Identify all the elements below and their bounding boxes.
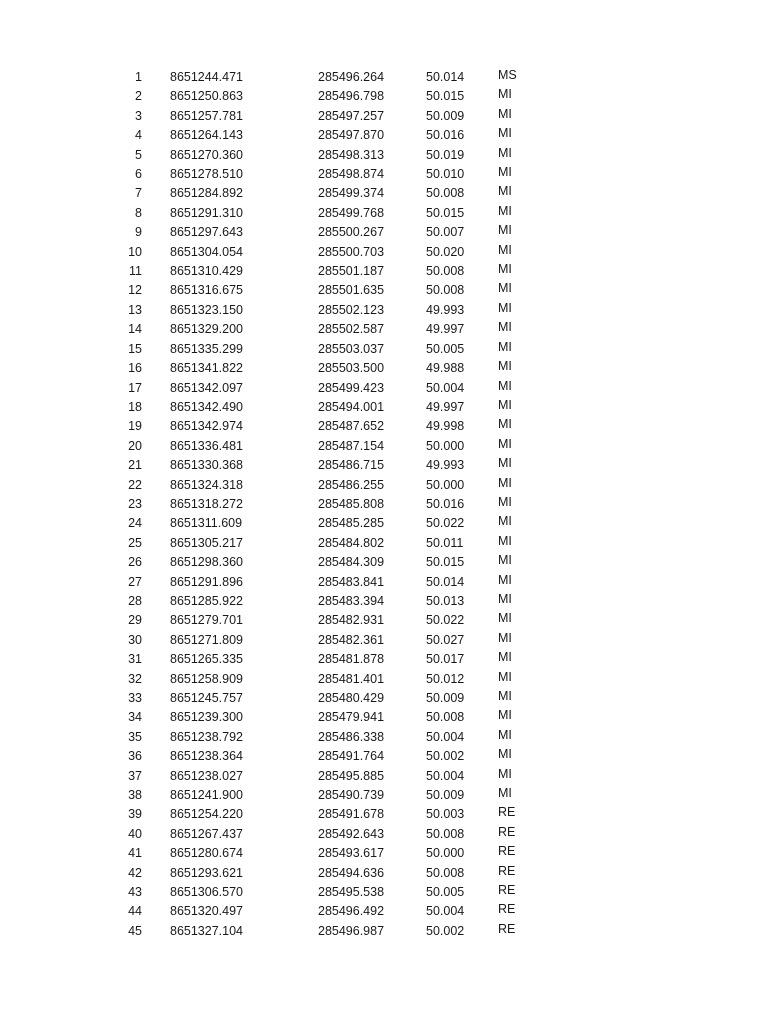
easting-cell: 285479.941 (318, 710, 385, 725)
point-id-cell: 24 (128, 516, 142, 531)
elevation-cell: 50.004 (426, 904, 465, 919)
code-cell: MI (498, 689, 512, 703)
northing-cell: 8651285.922 (170, 593, 243, 608)
table-row (0, 456, 538, 475)
elevation-cell: 50.014 (426, 574, 465, 589)
table-row (0, 611, 538, 630)
table-row (0, 728, 538, 747)
northing-cell: 8651241.900 (170, 788, 243, 803)
elevation-cell: 50.019 (426, 147, 465, 162)
table-row (0, 864, 538, 883)
elevation-cell: 50.015 (426, 205, 465, 220)
elevation-cell: 49.998 (426, 419, 465, 434)
easting-cell: 285498.313 (318, 147, 385, 162)
point-id-cell: 40 (128, 826, 142, 841)
code-cell: MI (498, 475, 512, 490)
northing-cell: 8651245.757 (170, 691, 243, 705)
easting-cell: 285497.257 (318, 108, 385, 123)
table-row (0, 340, 538, 359)
northing-cell: 8651280.674 (170, 846, 243, 861)
code-cell: MI (498, 126, 512, 141)
northing-cell: 8651306.570 (170, 885, 243, 900)
northing-cell: 8651239.300 (170, 710, 243, 725)
point-id-cell: 5 (135, 147, 142, 162)
point-id-cell: 30 (128, 632, 142, 647)
easting-cell: 285496.798 (318, 89, 385, 104)
point-id-cell: 43 (128, 885, 142, 900)
elevation-cell: 50.016 (426, 496, 465, 511)
elevation-cell: 49.988 (426, 361, 465, 376)
table-row (0, 767, 538, 786)
table-row (0, 68, 538, 87)
code-cell: MI (498, 106, 512, 121)
elevation-cell: 50.015 (426, 89, 465, 104)
elevation-cell: 49.993 (426, 458, 465, 473)
point-id-cell: 42 (128, 865, 142, 880)
table-row (0, 262, 538, 281)
northing-cell: 8651324.318 (170, 477, 243, 492)
northing-cell: 8651278.510 (170, 167, 243, 182)
code-cell: RE (498, 824, 516, 839)
point-id-cell: 7 (135, 186, 142, 201)
northing-cell: 8651291.896 (170, 574, 243, 589)
elevation-cell: 50.008 (426, 186, 465, 201)
point-id-cell: 11 (129, 264, 142, 279)
code-cell: MI (498, 572, 512, 587)
code-cell: RE (498, 805, 516, 820)
easting-cell: 285497.870 (318, 128, 385, 143)
table-row (0, 786, 538, 805)
point-id-cell: 41 (128, 846, 142, 861)
table-row (0, 825, 538, 844)
table-row (0, 223, 538, 242)
table-row (0, 922, 538, 941)
easting-cell: 285492.643 (318, 826, 385, 841)
table-row (0, 650, 538, 669)
easting-cell: 285501.635 (318, 283, 385, 298)
easting-cell: 285494.001 (318, 399, 385, 414)
easting-cell: 285500.703 (318, 244, 385, 259)
code-cell: MI (498, 417, 512, 432)
code-cell: MI (498, 359, 512, 374)
code-cell: MI (498, 747, 512, 762)
point-id-cell: 25 (128, 535, 142, 550)
point-id-cell: 18 (128, 399, 142, 414)
elevation-cell: 50.008 (426, 826, 465, 841)
northing-cell: 8651311.609 (170, 516, 243, 531)
elevation-cell: 50.008 (426, 264, 465, 279)
point-id-cell: 14 (128, 322, 142, 337)
point-id-cell: 16 (128, 361, 142, 376)
easting-cell: 285486.715 (318, 458, 385, 473)
code-cell: RE (498, 883, 516, 898)
northing-cell: 8651291.310 (170, 205, 243, 220)
northing-cell: 8651279.701 (170, 613, 243, 628)
northing-cell: 8651265.335 (170, 652, 243, 667)
point-id-cell: 29 (128, 613, 142, 628)
code-cell: MI (498, 281, 512, 296)
northing-cell: 8651329.200 (170, 322, 243, 337)
northing-cell: 8651257.781 (170, 108, 243, 123)
northing-cell: 8651244.471 (170, 70, 243, 84)
easting-cell: 285502.123 (318, 302, 385, 317)
table-row (0, 320, 538, 339)
elevation-cell: 50.008 (426, 283, 465, 298)
code-cell: MI (498, 378, 512, 393)
northing-cell: 8651267.437 (170, 826, 243, 841)
elevation-cell: 50.015 (426, 555, 465, 570)
table-row (0, 514, 538, 533)
point-id-cell: 26 (128, 555, 142, 570)
table-row (0, 398, 538, 417)
point-id-cell: 44 (128, 904, 142, 919)
code-cell: MI (498, 708, 512, 723)
elevation-cell: 50.022 (426, 613, 465, 628)
northing-cell: 8651238.792 (170, 729, 243, 744)
northing-cell: 8651271.809 (170, 632, 243, 647)
easting-cell: 285495.538 (318, 885, 385, 900)
elevation-cell: 50.009 (426, 788, 465, 803)
easting-cell: 285481.401 (318, 671, 385, 686)
easting-cell: 285500.267 (318, 225, 385, 240)
easting-cell: 285494.636 (318, 865, 385, 880)
table-row (0, 126, 538, 145)
point-id-cell: 34 (128, 710, 142, 725)
elevation-cell: 50.007 (426, 225, 465, 240)
easting-cell: 285480.429 (318, 691, 385, 705)
point-id-cell: 36 (128, 749, 142, 764)
easting-cell: 285499.423 (318, 380, 385, 395)
elevation-cell: 49.997 (426, 399, 465, 414)
northing-cell: 8651316.675 (170, 283, 243, 298)
table-row (0, 379, 538, 398)
code-cell: MI (498, 300, 512, 315)
code-cell: MI (498, 339, 512, 354)
easting-cell: 285502.587 (318, 322, 385, 337)
code-cell: MI (498, 436, 512, 451)
code-cell: MI (498, 630, 512, 645)
code-cell: MI (498, 650, 512, 665)
easting-cell: 285495.885 (318, 768, 385, 783)
point-id-cell: 20 (128, 438, 142, 453)
point-id-cell: 1 (135, 70, 142, 84)
code-cell: MI (498, 669, 512, 684)
point-table-sheet (0, 68, 768, 941)
elevation-cell: 50.010 (426, 167, 465, 182)
easting-cell: 285485.285 (318, 516, 385, 531)
code-cell: RE (498, 844, 516, 859)
code-cell: MI (498, 397, 512, 412)
northing-cell: 8651335.299 (170, 341, 243, 356)
table-row (0, 301, 538, 320)
northing-cell: 8651258.909 (170, 671, 243, 686)
point-id-cell: 3 (135, 108, 142, 123)
elevation-cell: 50.008 (426, 865, 465, 880)
table-row (0, 437, 538, 456)
code-cell: MI (498, 242, 512, 257)
elevation-cell: 50.004 (426, 380, 465, 395)
easting-cell: 285482.361 (318, 632, 385, 647)
table-row (0, 146, 538, 165)
point-id-cell: 21 (128, 458, 142, 473)
elevation-cell: 50.004 (426, 768, 465, 783)
code-cell: MI (498, 145, 512, 160)
northing-cell: 8651238.364 (170, 749, 243, 764)
point-id-cell: 33 (128, 691, 142, 705)
northing-cell: 8651293.621 (170, 865, 243, 880)
code-cell: RE (498, 902, 516, 917)
code-cell: MI (498, 514, 512, 529)
code-cell: MI (498, 766, 512, 781)
elevation-cell: 50.011 (426, 535, 464, 550)
table-row (0, 417, 538, 436)
northing-cell: 8651327.104 (170, 923, 243, 938)
point-id-cell: 45 (128, 923, 142, 938)
easting-cell: 285491.678 (318, 807, 385, 822)
northing-cell: 8651342.490 (170, 399, 243, 414)
elevation-cell: 50.013 (426, 593, 465, 608)
northing-cell: 8651323.150 (170, 302, 243, 317)
elevation-cell: 50.000 (426, 846, 465, 861)
easting-cell: 285499.768 (318, 205, 385, 220)
table-row (0, 359, 538, 378)
northing-cell: 8651254.220 (170, 807, 243, 822)
table-row (0, 902, 538, 921)
northing-cell: 8651336.481 (170, 438, 243, 453)
easting-cell: 285496.987 (318, 923, 385, 938)
table-row (0, 805, 538, 824)
table-row (0, 592, 538, 611)
elevation-cell: 50.017 (426, 652, 465, 667)
northing-cell: 8651264.143 (170, 128, 243, 143)
easting-cell: 285490.739 (318, 788, 385, 803)
code-cell: MI (498, 611, 512, 626)
point-id-cell: 35 (128, 729, 142, 744)
table-row (0, 281, 538, 300)
northing-cell: 8651310.429 (170, 264, 243, 279)
table-row (0, 184, 538, 203)
point-id-cell: 22 (128, 477, 142, 492)
easting-cell: 285484.309 (318, 555, 385, 570)
table-row (0, 495, 538, 514)
table-row (0, 573, 538, 592)
northing-cell: 8651250.863 (170, 89, 243, 104)
elevation-cell: 50.000 (426, 477, 465, 492)
northing-cell: 8651305.217 (170, 535, 243, 550)
easting-cell: 285501.187 (318, 264, 385, 279)
elevation-cell: 50.000 (426, 438, 465, 453)
code-cell: RE (498, 921, 516, 936)
easting-cell: 285498.874 (318, 167, 385, 182)
table-row (0, 631, 538, 650)
point-id-cell: 19 (128, 419, 142, 434)
point-table-body (0, 68, 538, 941)
northing-cell: 8651284.892 (170, 186, 243, 201)
point-id-cell: 10 (128, 244, 142, 259)
code-cell: MI (498, 203, 512, 218)
easting-cell: 285482.931 (318, 613, 385, 628)
table-row (0, 107, 538, 126)
table-row (0, 243, 538, 262)
table-row (0, 670, 538, 689)
code-cell: MI (498, 494, 512, 509)
northing-cell: 8651304.054 (170, 244, 243, 259)
northing-cell: 8651320.497 (170, 904, 243, 919)
easting-cell: 285486.255 (318, 477, 385, 492)
point-id-cell: 27 (128, 574, 142, 589)
table-row (0, 204, 538, 223)
code-cell: MI (498, 320, 512, 335)
code-cell: MS (498, 68, 517, 82)
table-row (0, 476, 538, 495)
northing-cell: 8651297.643 (170, 225, 243, 240)
elevation-cell: 50.005 (426, 341, 465, 356)
northing-cell: 8651298.360 (170, 555, 243, 570)
easting-cell: 285496.264 (318, 70, 385, 84)
code-cell: MI (498, 184, 512, 199)
northing-cell: 8651330.368 (170, 458, 243, 473)
table-row (0, 708, 538, 727)
easting-cell: 285493.617 (318, 846, 385, 861)
point-id-cell: 17 (128, 380, 142, 395)
northing-cell: 8651318.272 (170, 496, 243, 511)
point-id-cell: 6 (135, 167, 142, 182)
table-row (0, 553, 538, 572)
point-id-cell: 28 (128, 593, 142, 608)
easting-cell: 285487.154 (318, 438, 385, 453)
table-row (0, 534, 538, 553)
point-id-cell: 15 (128, 341, 142, 356)
elevation-cell: 49.997 (426, 322, 465, 337)
elevation-cell: 50.012 (426, 671, 465, 686)
easting-cell: 285487.652 (318, 419, 385, 434)
elevation-cell: 50.002 (426, 923, 465, 938)
code-cell: MI (498, 262, 512, 277)
point-table (0, 68, 538, 941)
elevation-cell: 50.003 (426, 807, 465, 822)
elevation-cell: 49.993 (426, 302, 465, 317)
elevation-cell: 50.005 (426, 885, 465, 900)
point-id-cell: 38 (128, 788, 142, 803)
easting-cell: 285503.037 (318, 341, 385, 356)
point-id-cell: 2 (135, 89, 142, 104)
code-cell: MI (498, 727, 512, 742)
point-id-cell: 13 (128, 302, 142, 317)
easting-cell: 285499.374 (318, 186, 385, 201)
code-cell: MI (498, 591, 512, 606)
easting-cell: 285483.841 (318, 574, 385, 589)
elevation-cell: 50.004 (426, 729, 465, 744)
northing-cell: 8651238.027 (170, 768, 243, 783)
table-row (0, 689, 538, 708)
point-id-cell: 4 (135, 128, 142, 143)
table-row (0, 883, 538, 902)
easting-cell: 285496.492 (318, 904, 385, 919)
code-cell: MI (498, 786, 512, 801)
code-cell: RE (498, 863, 516, 878)
northing-cell: 8651342.097 (170, 380, 243, 395)
elevation-cell: 50.009 (426, 108, 465, 123)
easting-cell: 285483.394 (318, 593, 385, 608)
elevation-cell: 50.022 (426, 516, 465, 531)
table-row (0, 87, 538, 106)
point-id-cell: 39 (128, 807, 142, 822)
point-id-cell: 37 (128, 768, 142, 783)
code-cell: MI (498, 223, 512, 238)
northing-cell: 8651342.974 (170, 419, 243, 434)
easting-cell: 285503.500 (318, 361, 385, 376)
table-row (0, 165, 538, 184)
code-cell: MI (498, 87, 512, 102)
point-id-cell: 12 (128, 283, 142, 298)
table-row (0, 747, 538, 766)
elevation-cell: 50.008 (426, 710, 465, 725)
elevation-cell: 50.014 (426, 70, 465, 84)
elevation-cell: 50.002 (426, 749, 465, 764)
elevation-cell: 50.016 (426, 128, 465, 143)
point-id-cell: 23 (128, 496, 142, 511)
point-id-cell: 32 (128, 671, 142, 686)
elevation-cell: 50.020 (426, 244, 465, 259)
northing-cell: 8651341.822 (170, 361, 243, 376)
northing-cell: 8651270.360 (170, 147, 243, 162)
easting-cell: 285484.802 (318, 535, 385, 550)
elevation-cell: 50.009 (426, 691, 465, 705)
point-id-cell: 8 (135, 205, 142, 220)
elevation-cell: 50.027 (426, 632, 465, 647)
table-row (0, 844, 538, 863)
code-cell: MI (498, 165, 512, 180)
easting-cell: 285486.338 (318, 729, 385, 744)
code-cell: MI (498, 553, 512, 568)
easting-cell: 285485.808 (318, 496, 385, 511)
point-id-cell: 31 (128, 652, 142, 667)
easting-cell: 285481.878 (318, 652, 385, 667)
code-cell: MI (498, 533, 512, 548)
point-id-cell: 9 (135, 225, 142, 240)
easting-cell: 285491.764 (318, 749, 385, 764)
code-cell: MI (498, 456, 512, 471)
